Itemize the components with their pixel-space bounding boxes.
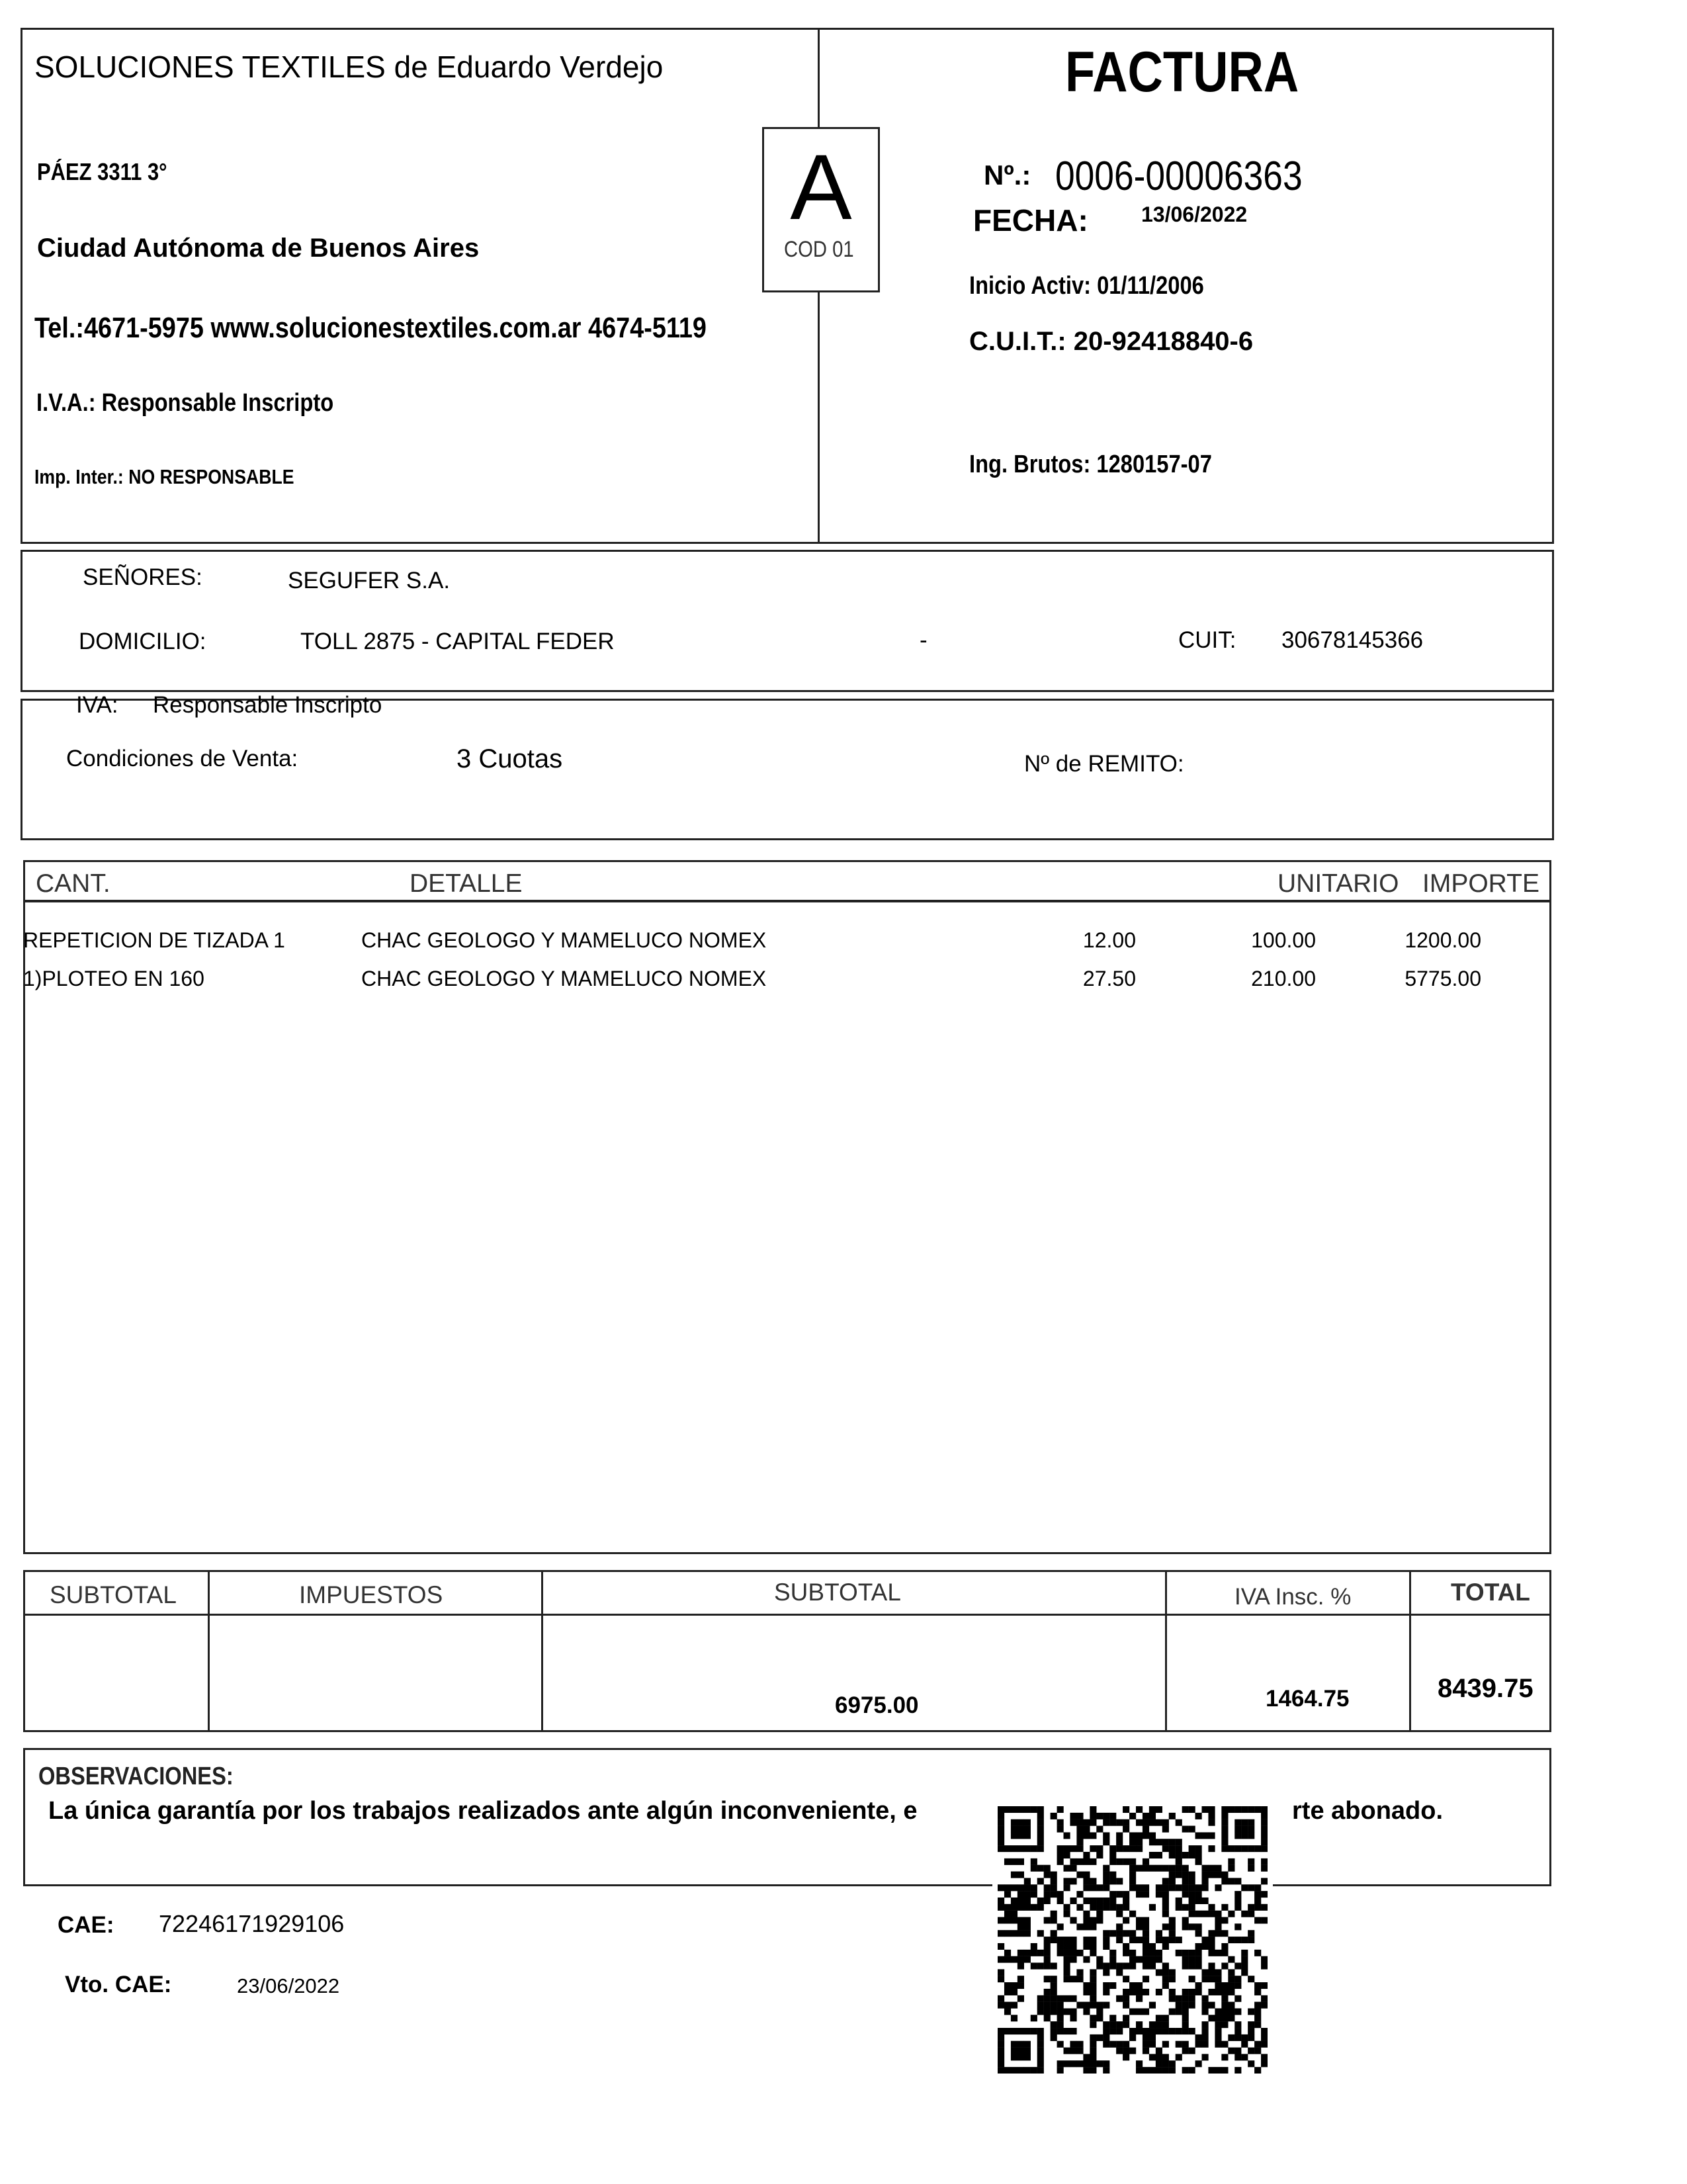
header-unitario: UNITARIO [1277, 869, 1399, 898]
cae-value: 72246171929106 [159, 1910, 345, 1937]
header-detalle: DETALLE [410, 869, 523, 898]
qr-code [992, 1801, 1273, 2079]
ing-brutos: Ing. Brutos: 1280157-07 [969, 451, 1212, 478]
invoice-number: 0006-00006363 [1055, 153, 1303, 199]
totals-header-subtotal2: SUBTOTAL [774, 1579, 901, 1606]
totals-header-line [23, 1614, 1551, 1616]
inicio-activ: Inicio Activ: 01/11/2006 [969, 272, 1204, 300]
totals-divider [541, 1570, 543, 1732]
header-importe: IMPORTE [1422, 869, 1539, 898]
client-iva-label: IVA: [76, 692, 118, 718]
invoice-title: FACTURA [1065, 40, 1299, 104]
item-qty: 27.50 [1082, 967, 1136, 990]
invoice-type-code: COD 01 [784, 237, 854, 262]
observaciones-text-start: La única garantía por los trabajos realizados ante algún inconveniente, e [48, 1797, 918, 1825]
observaciones-label: OBSERVACIONES: [38, 1763, 234, 1790]
item-amount: 1200.00 [1405, 928, 1481, 952]
issuer-cuit: C.U.I.T.: 20-92418840-6 [969, 327, 1254, 356]
domicilio-dash: - [920, 627, 928, 653]
subtotal-value: 6975.00 [835, 1692, 919, 1718]
condiciones-value: 3 Cuotas [456, 744, 563, 773]
invoice-date: 13/06/2022 [1141, 202, 1248, 226]
item-amount: 5775.00 [1405, 967, 1481, 990]
item-detail: CHAC GEOLOGO Y MAMELUCO NOMEX [361, 928, 767, 952]
item-desc: REPETICION DE TIZADA 1 [23, 928, 285, 952]
total-value: 8439.75 [1438, 1674, 1534, 1703]
vto-cae-value: 23/06/2022 [237, 1974, 340, 1997]
issuer-address: PÁEZ 3311 3° [37, 158, 167, 185]
issuer-city: Ciudad Autónoma de Buenos Aires [37, 234, 480, 263]
invoice-type-box [762, 127, 880, 292]
totals-header-impuestos: IMPUESTOS [299, 1581, 443, 1608]
client-cuit-label: CUIT: [1178, 627, 1236, 653]
issuer-name: SOLUCIONES TEXTILES de Eduardo Verdejo [34, 50, 664, 84]
observaciones-text-end: rte abonado. [1292, 1797, 1444, 1825]
client-name: SEGUFER S.A. [288, 568, 451, 593]
item-desc: 1)PLOTEO EN 160 [23, 967, 204, 990]
issuer-contact: Tel.:4671-5975 www.solucionestextiles.com.ar 4674-5119 [34, 312, 707, 344]
issuer-iva: I.V.A.: Responsable Inscripto [36, 389, 334, 417]
totals-divider [1409, 1570, 1411, 1732]
invoice-date-label: FECHA: [973, 203, 1088, 238]
totals-header-iva: IVA Insc. % [1234, 1584, 1352, 1610]
invoice-number-label: Nº.: [984, 159, 1031, 191]
remito-label: Nº de REMITO: [1024, 751, 1184, 777]
cae-label: CAE: [58, 1912, 114, 1938]
iva-value: 1464.75 [1266, 1686, 1350, 1712]
totals-header-subtotal: SUBTOTAL [50, 1581, 177, 1608]
senores-label: SEÑORES: [83, 564, 202, 590]
issuer-imp-inter: Imp. Inter.: NO RESPONSABLE [34, 465, 294, 488]
item-detail: CHAC GEOLOGO Y MAMELUCO NOMEX [361, 967, 767, 990]
items-box [23, 860, 1551, 1554]
items-header-line [23, 900, 1551, 902]
totals-divider [208, 1570, 210, 1732]
client-iva: Responsable Inscripto [153, 692, 382, 718]
invoice-type-letter: A [790, 135, 852, 239]
item-qty: 12.00 [1082, 928, 1136, 952]
totals-header-total: TOTAL [1451, 1579, 1530, 1606]
qr-code-icon [998, 1806, 1268, 2074]
item-unit: 100.00 [1251, 928, 1316, 952]
condiciones-label: Condiciones de Venta: [66, 746, 298, 771]
vto-cae-label: Vto. CAE: [65, 1972, 172, 1997]
client-cuit: 30678145366 [1281, 627, 1424, 653]
header-cant: CANT. [36, 869, 110, 898]
totals-divider [1165, 1570, 1167, 1732]
client-domicilio: TOLL 2875 - CAPITAL FEDER [300, 629, 615, 654]
domicilio-label: DOMICILIO: [79, 629, 206, 654]
item-unit: 210.00 [1251, 967, 1316, 990]
client-box [21, 550, 1554, 692]
